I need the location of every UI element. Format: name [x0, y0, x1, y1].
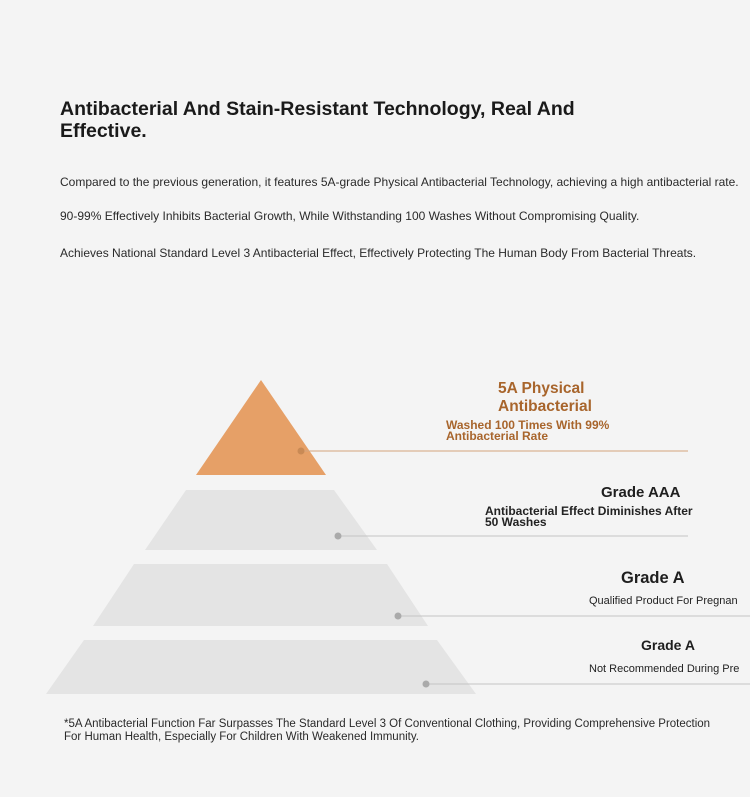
- leader-dot-1: [298, 448, 305, 455]
- tier-3-title: Grade A: [621, 569, 685, 587]
- intro-paragraph-1: Compared to the previous generation, it features 5A-grade Physical Antibacterial Technology, achieving a high antibacterial rate.: [60, 175, 739, 189]
- intro-paragraph-2: 90-99% Effectively Inhibits Bacterial Growth, While Withstanding 100 Washes Without Compromising Quality.: [60, 209, 640, 223]
- pyramid-tier-2: [145, 490, 377, 550]
- leader-dot-3: [395, 613, 402, 620]
- tier-2-title: Grade AAA: [601, 484, 681, 501]
- tier-3-subtitle: Qualified Product For Pregnan: [589, 595, 738, 607]
- tier-1-subtitle: Washed 100 Times With 99% Antibacterial Rate: [446, 418, 610, 443]
- leader-dot-2: [335, 533, 342, 540]
- pyramid-tier-4: [46, 640, 476, 694]
- footnote: *5A Antibacterial Function Far Surpasses The Standard Level 3 Of Conventional Clothing, Providing Comprehensive Protection For Human Health, Especially For Children With Weakened Immunity.: [64, 718, 711, 743]
- pyramid-tier-top: [196, 380, 326, 475]
- leader-dot-4: [423, 681, 430, 688]
- tier-2-subtitle: Antibacterial Effect Diminishes After 50 Washes: [485, 504, 693, 529]
- page-title: Antibacterial And Stain-Resistant Technology, Real And Effective.: [60, 98, 575, 142]
- pyramid-tier-3: [93, 564, 428, 626]
- intro-paragraph-3: Achieves National Standard Level 3 Antibacterial Effect, Effectively Protecting The Human Body From Bacterial Threats.: [60, 246, 697, 260]
- tier-4-subtitle: Not Recommended During Pre: [589, 663, 740, 675]
- tier-1-title: 5A Physical Antibacterial: [498, 380, 592, 415]
- tier-4-title: Grade A: [641, 637, 695, 653]
